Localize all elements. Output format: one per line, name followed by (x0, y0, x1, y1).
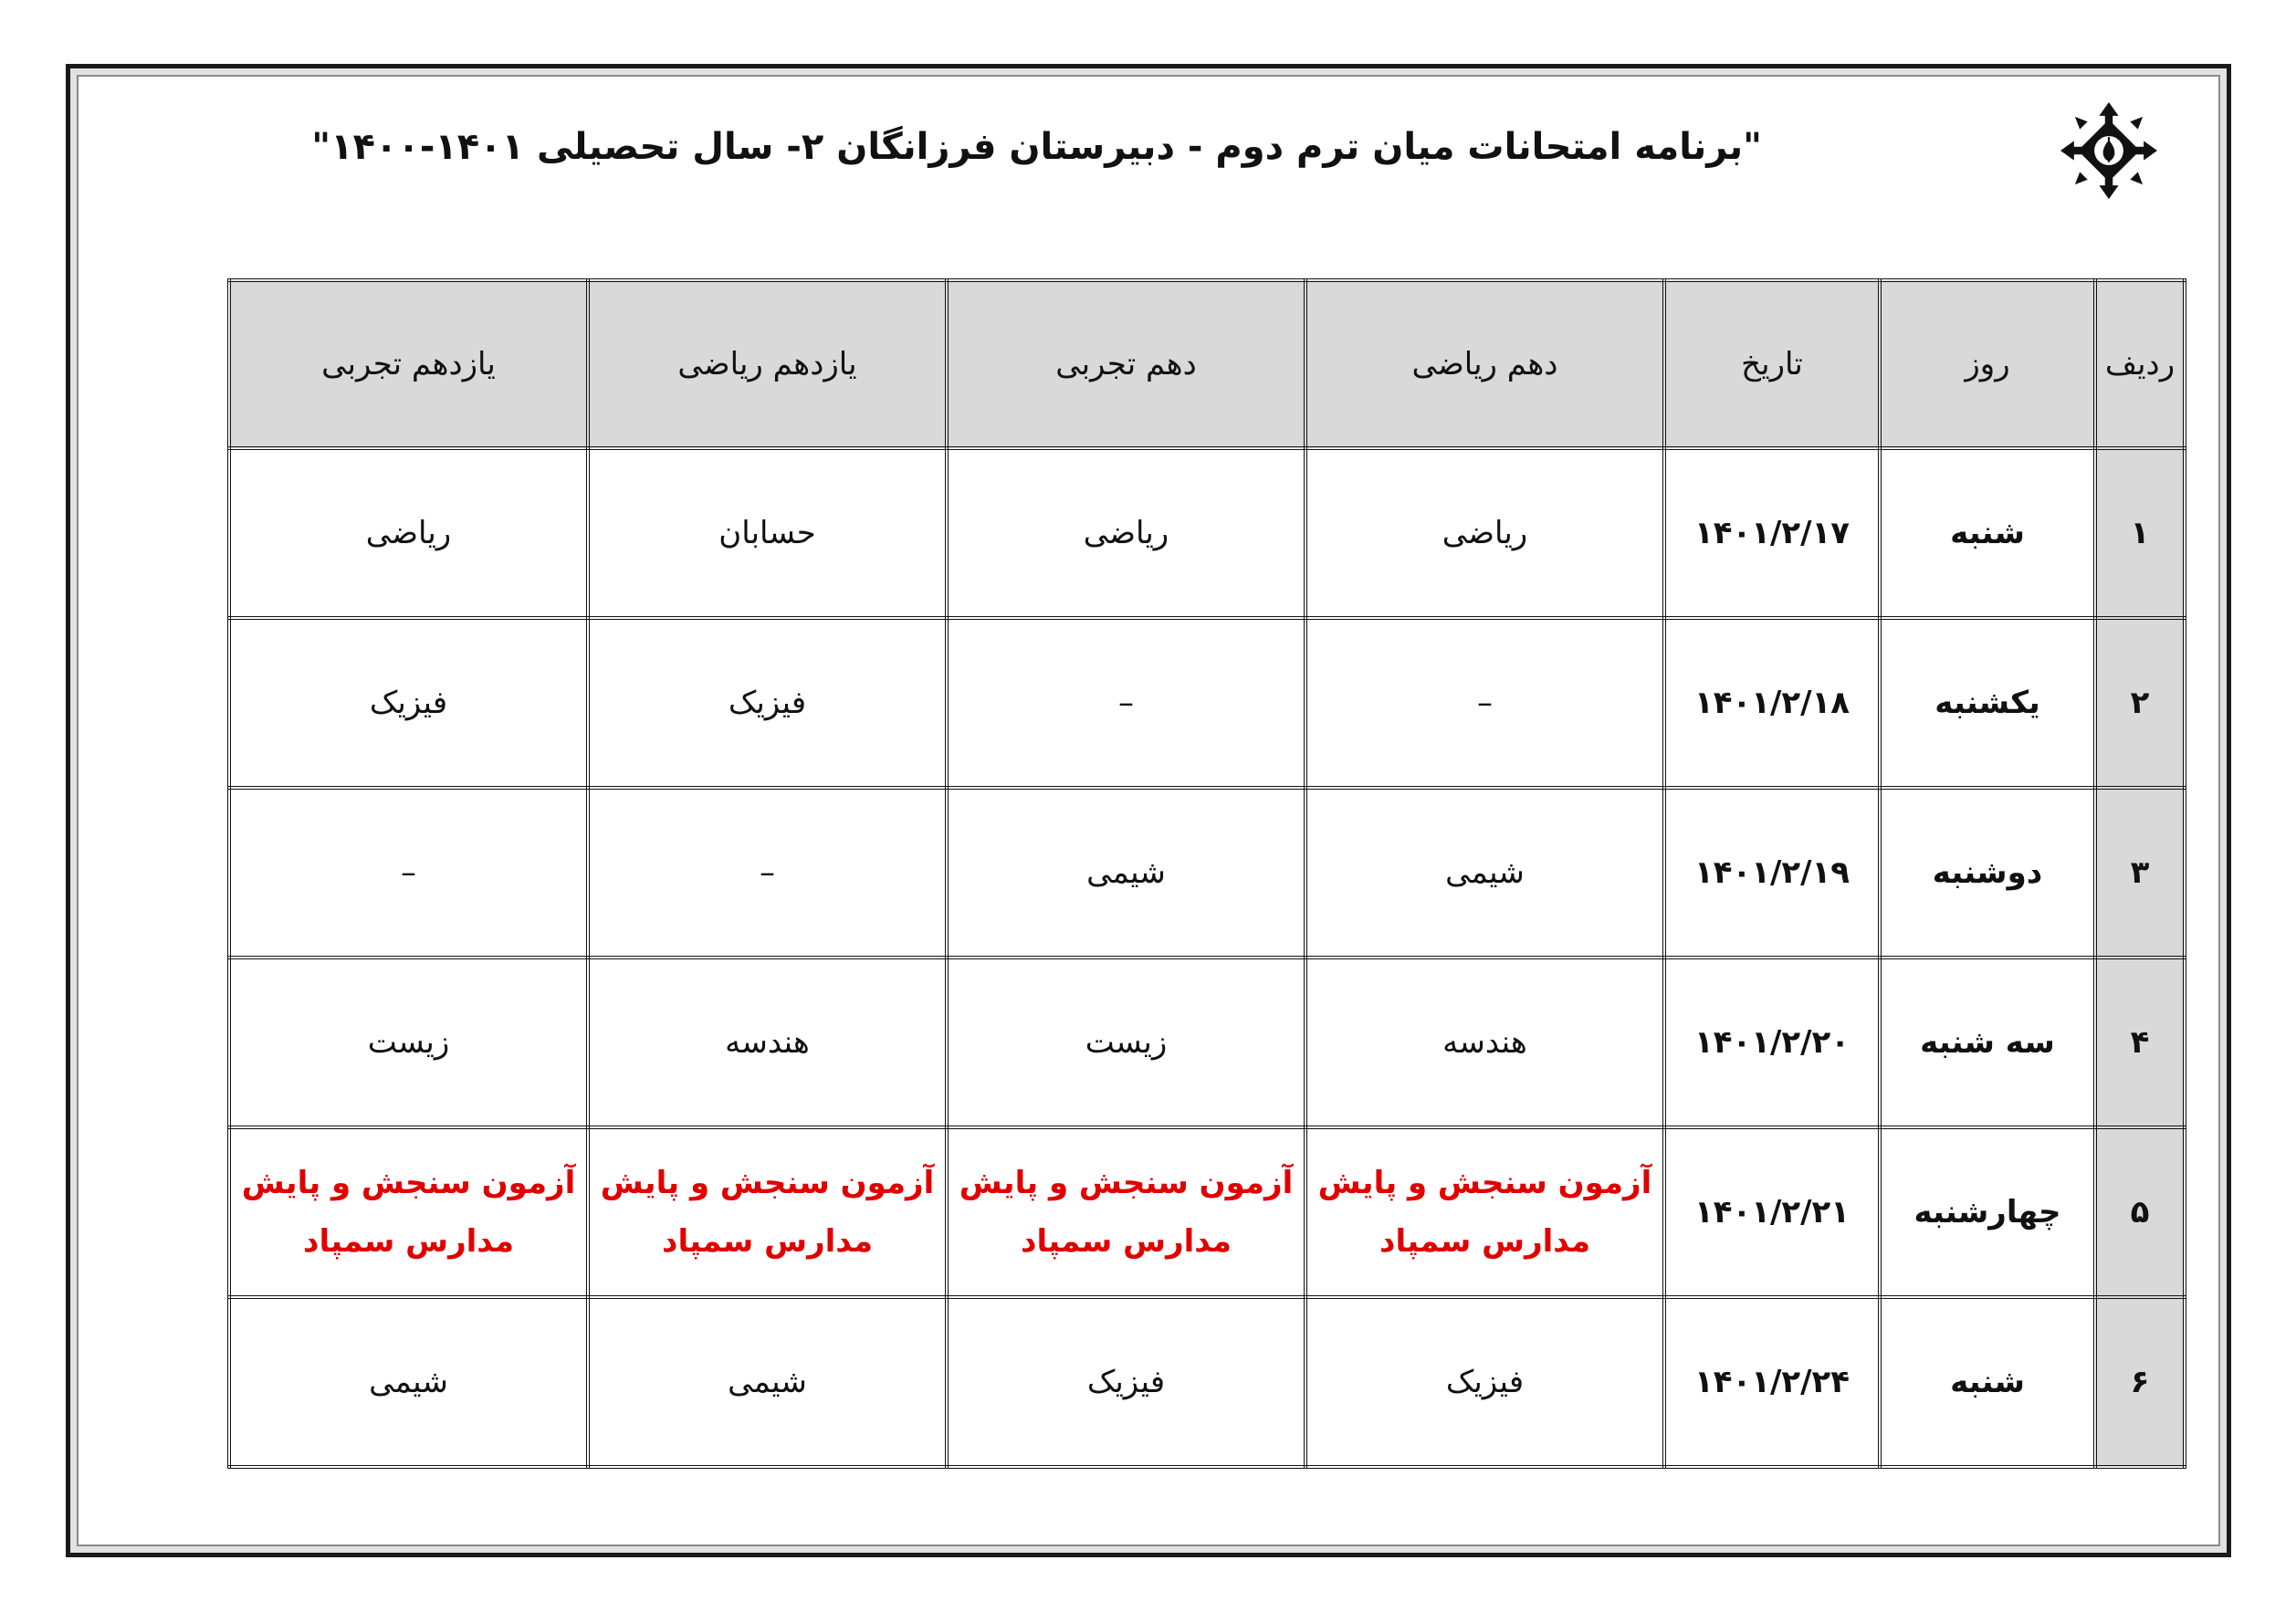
cell-yazdahom-riazi: شیمی (588, 1297, 947, 1467)
cell-dahom-riazi: ریاضی (1305, 448, 1664, 618)
cell-dahom-tajrobi: زیست (947, 958, 1305, 1127)
header-yazdahom-tajrobi: یازدهم تجربی (229, 280, 588, 448)
cell-yazdahom-riazi: آزمون سنجش و پایش مدارس سمپاد (588, 1127, 947, 1297)
cell-yazdahom-tajrobi: فیزیک (229, 618, 588, 788)
cell-dahom-tajrobi: شیمی (947, 788, 1305, 958)
cell-day: چهارشنبه (1880, 1127, 2095, 1297)
cell-index: ۱ (2095, 448, 2185, 618)
cell-yazdahom-tajrobi: آزمون سنجش و پایش مدارس سمپاد (229, 1127, 588, 1297)
cell-index: ۴ (2095, 958, 2185, 1127)
header-dahom-riazi: دهم ریاضی (1305, 280, 1664, 448)
cell-date: ۱۴۰۱/۲/۲۴ (1664, 1297, 1880, 1467)
cell-index: ۶ (2095, 1297, 2185, 1467)
cell-date: ۱۴۰۱/۲/۱۸ (1664, 618, 1880, 788)
cell-dahom-riazi: آزمون سنجش و پایش مدارس سمپاد (1305, 1127, 1664, 1297)
table-row (229, 1297, 2185, 1467)
cell-index: ۵ (2095, 1127, 2185, 1297)
cell-yazdahom-tajrobi: ریاضی (229, 448, 588, 618)
cell-index: ۲ (2095, 618, 2185, 788)
header-date: تاریخ (1664, 280, 1880, 448)
cell-date: ۱۴۰۱/۲/۲۱ (1664, 1127, 1880, 1297)
cell-day: سه شنبه (1880, 958, 2095, 1127)
table-row (229, 1127, 2185, 1297)
header-yazdahom-riazi: یازدهم ریاضی (588, 280, 947, 448)
cell-yazdahom-riazi: حسابان (588, 448, 947, 618)
exam-schedule-table (227, 278, 2186, 1469)
cell-yazdahom-tajrobi: زیست (229, 958, 588, 1127)
cell-date: ۱۴۰۱/۲/۱۹ (1664, 788, 1880, 958)
cell-index: ۳ (2095, 788, 2185, 958)
cell-dahom-tajrobi: – (947, 618, 1305, 788)
cell-date: ۱۴۰۱/۲/۲۰ (1664, 958, 1880, 1127)
cell-yazdahom-riazi: – (588, 788, 947, 958)
cell-date: ۱۴۰۱/۲/۱۷ (1664, 448, 1880, 618)
table-row (229, 448, 2185, 618)
cell-dahom-riazi: – (1305, 618, 1664, 788)
cell-yazdahom-tajrobi: شیمی (229, 1297, 588, 1467)
cell-yazdahom-tajrobi: – (229, 788, 588, 958)
table-row (229, 788, 2185, 958)
emblem-icon (2060, 102, 2157, 199)
table-header-row (229, 280, 2185, 448)
header-dahom-tajrobi: دهم تجربی (947, 280, 1305, 448)
cell-dahom-tajrobi: فیزیک (947, 1297, 1305, 1467)
cell-yazdahom-riazi: فیزیک (588, 618, 947, 788)
cell-dahom-riazi: فیزیک (1305, 1297, 1664, 1467)
cell-dahom-riazi: هندسه (1305, 958, 1664, 1127)
header-index: ردیف (2095, 280, 2185, 448)
cell-dahom-tajrobi: آزمون سنجش و پایش مدارس سمپاد (947, 1127, 1305, 1297)
cell-day: شنبه (1880, 448, 2095, 618)
cell-day: یکشنبه (1880, 618, 2095, 788)
cell-day: شنبه (1880, 1297, 2095, 1467)
cell-yazdahom-riazi: هندسه (588, 958, 947, 1127)
cell-dahom-riazi: شیمی (1305, 788, 1664, 958)
page-title: "برنامه امتحانات میان ترم دوم - دبیرستان فرزانگان ۲- سال تحصیلی ۱۴۰۱-۱۴۰۰" (311, 126, 1762, 168)
cell-day: دوشنبه (1880, 788, 2095, 958)
table-row (229, 618, 2185, 788)
table-row (229, 958, 2185, 1127)
cell-dahom-tajrobi: ریاضی (947, 448, 1305, 618)
header-day: روز (1880, 280, 2095, 448)
